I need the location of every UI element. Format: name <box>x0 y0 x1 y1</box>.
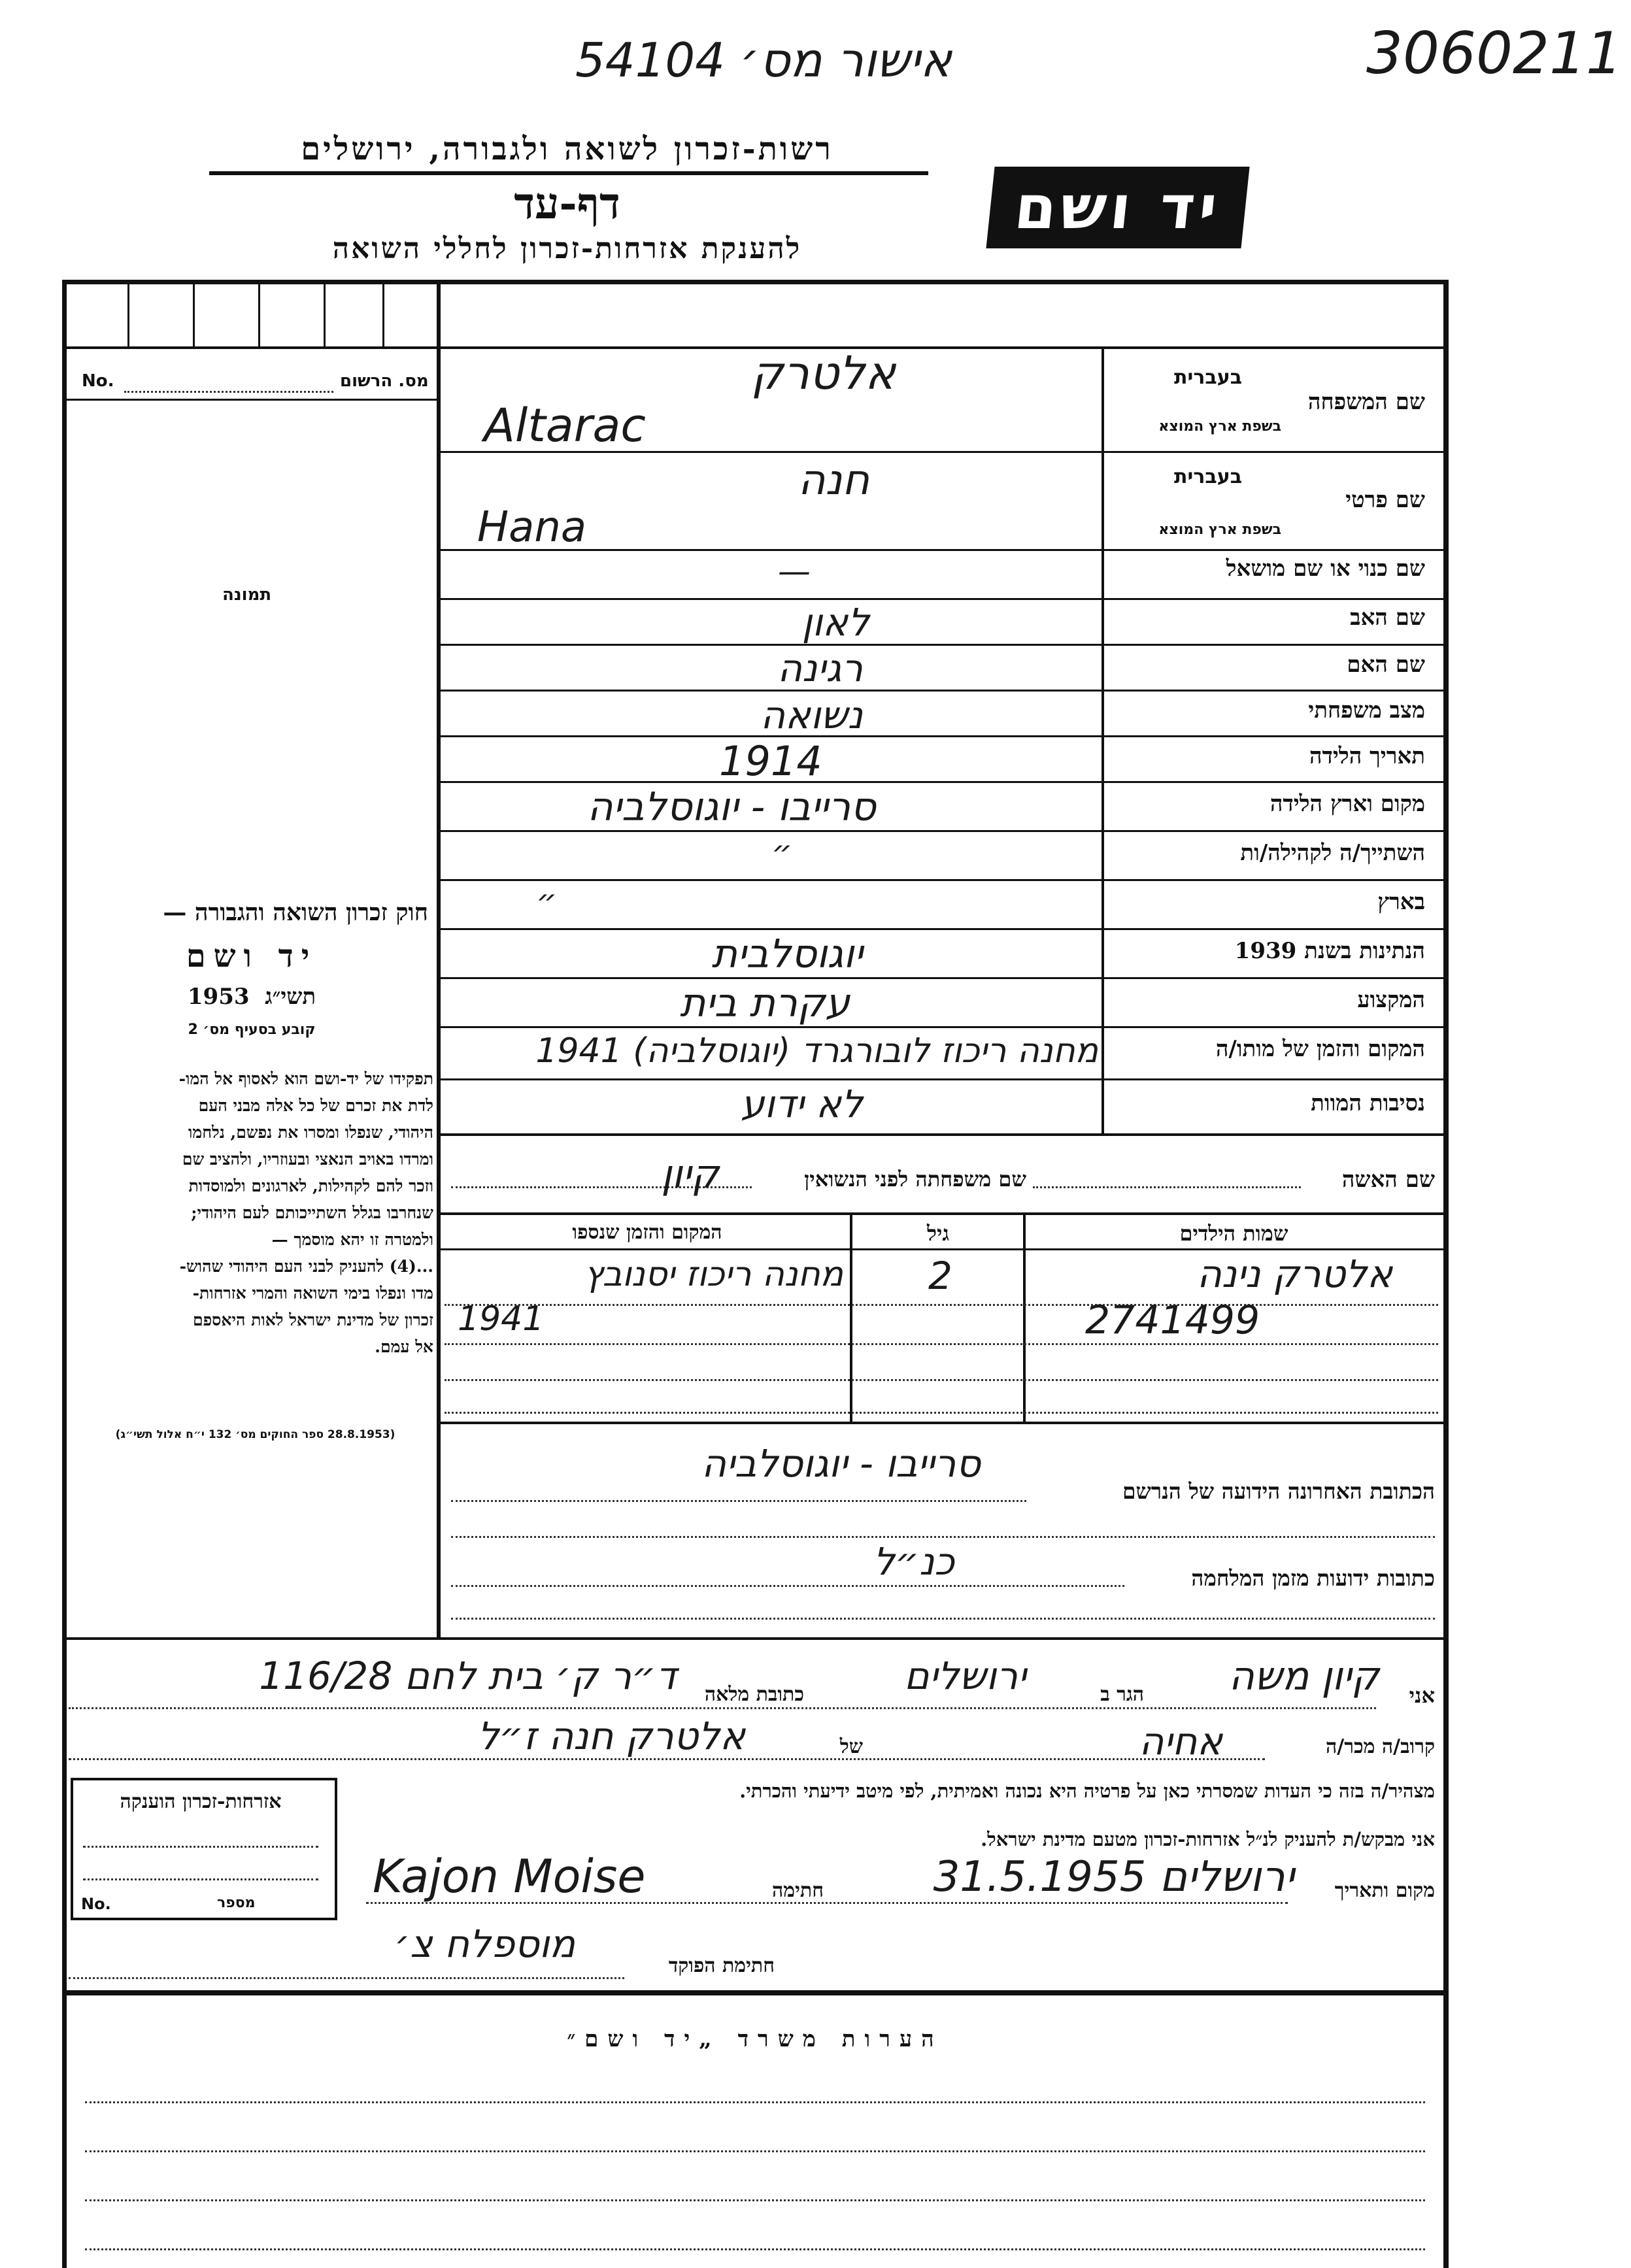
wife-label: שם האשה <box>1341 1167 1435 1193</box>
signature-label: חתימה <box>772 1879 824 1902</box>
profession-label: המקצוע <box>1357 987 1425 1013</box>
birth-place-label: מקום וארץ הלידה <box>1269 791 1425 817</box>
law-text-line: ...(4) להעניק לבני העם היהודי שהוש- <box>179 1257 433 1276</box>
form-title: דף-עד <box>514 178 620 229</box>
declarant-ani-label: אני <box>1409 1683 1435 1708</box>
children-names-header: שמות הילדים <box>1179 1221 1288 1246</box>
family-name-label: שם המשפחה <box>1307 389 1425 415</box>
father-name-value: לאון <box>801 600 869 644</box>
declarant-line-dots <box>69 1707 1376 1709</box>
country-value: ״ <box>536 882 558 920</box>
children-col-divider-1 <box>1023 1212 1026 1422</box>
children-header-line <box>441 1248 1443 1250</box>
children-place-header: המקום והזמן שנספו <box>572 1221 722 1244</box>
children-table-top <box>441 1212 1443 1215</box>
child-id-number: 2741499 <box>1085 1297 1260 1343</box>
frame-right <box>1443 280 1449 1995</box>
approval-number: אישור מס׳ 54104 <box>575 33 952 88</box>
signature-value: Kajon Moise <box>373 1850 646 1903</box>
family-name-hebrew-value: אלטרק <box>750 346 896 400</box>
declaration-text: מצהיר/ה בזה כי העדות שמסרתי כאן על פרטיה היא נכונה ואמיתית, לפי מיטב ידיעתי והכרתי. <box>739 1780 1435 1802</box>
of-name: אלטרק חנה ז״ל <box>477 1714 745 1758</box>
authority-underline <box>209 171 928 175</box>
office-notes-box-right <box>1443 1990 1449 2268</box>
death-circumstances-label: נסיבות המוות <box>1311 1090 1425 1116</box>
nickname-value: — <box>778 552 811 590</box>
children-col-divider-2 <box>850 1212 852 1422</box>
reg-line <box>67 399 437 401</box>
relation-value: אחיה <box>1139 1719 1222 1763</box>
first-name-origin-sub: בשפת ארץ המוצא <box>1158 522 1281 538</box>
authority-name: רשות-זכרון לשואה ולגבורה, ירושלים <box>301 131 833 167</box>
left-column-divider <box>437 284 441 1637</box>
photo-label: תמונה <box>222 585 272 605</box>
officer-signature-label: חתימת הפוקד <box>668 1954 775 1977</box>
last-address-label: הכתובת האחרונה הידועה של הנרשם <box>1122 1478 1435 1504</box>
law-title: חוק זכרון השואה והגבורה — <box>163 899 428 926</box>
law-text-line: שנחרבו בגלל השתייכותם לעם היהודי; <box>191 1203 433 1222</box>
signature-line-dots <box>366 1902 1288 1904</box>
grant-box-no: No. <box>81 1895 111 1913</box>
marital-status-value: נשואה <box>760 693 863 737</box>
of-label: של <box>839 1735 863 1758</box>
father-name-label: שם האב <box>1350 605 1425 631</box>
last-address-value: סרייבו - יוגוסלביה <box>701 1441 981 1486</box>
children-table-bottom <box>441 1422 1443 1424</box>
officer-signature-value: מוספלח צ׳ <box>394 1922 575 1966</box>
law-name: יד ושם <box>186 938 318 975</box>
relation-line-dots <box>69 1758 1265 1760</box>
declaration-top-line <box>67 1637 1443 1640</box>
law-text-line: לדת את זכרם של כל אלה מבני העם <box>198 1096 433 1115</box>
war-addresses-label: כתובות ידועות מזמן המלחמה <box>1191 1565 1435 1591</box>
nickname-label: שם כנוי או שם מושאל <box>1226 556 1425 582</box>
first-name-hebrew-sub: בעברית <box>1174 465 1242 488</box>
law-text-line: ומרדו באויב הנאצי ובעוזריו, ולהציב שם <box>182 1150 433 1169</box>
law-text-line: היהודי, שנפלו ומסרו את נפשם, נלחמו <box>188 1123 433 1142</box>
wife-maiden-value: קיון <box>661 1152 719 1197</box>
law-text-line: וזכר להם לקהילות, לארגונים ולמוסדות <box>188 1176 433 1195</box>
country-label: בארץ <box>1377 889 1425 915</box>
reg-no-prefix: No. <box>82 371 114 391</box>
child-age: 2 <box>928 1254 952 1298</box>
birth-place-value: סרייבו - יוגוסלביה <box>587 784 876 830</box>
children-age-header: גיל <box>927 1221 949 1246</box>
child-death-year: 1941 <box>458 1299 545 1339</box>
mother-name-value: רגינה <box>777 646 863 690</box>
label-column-divider <box>1101 349 1104 1133</box>
first-name-origin-value: Hana <box>477 503 587 552</box>
place-date-label: מקום ותאריך <box>1334 1879 1435 1902</box>
citizenship-label: הנתינות בשנת 1939 <box>1234 938 1425 964</box>
law-section: קובע בסעיף מס׳ 2 <box>188 1022 316 1038</box>
law-reference: (28.8.1953 ספר החוקים מס׳ 132 י״ח אלול תשי״ג) <box>115 1428 395 1441</box>
officer-line-dots <box>69 1977 624 1979</box>
corner-number: 3060211 <box>1366 20 1623 87</box>
family-name-origin-sub: בשפת ארץ המוצא <box>1158 418 1281 435</box>
reg-number-dots <box>124 391 333 393</box>
child-name: אלטרק נינה <box>1197 1252 1392 1296</box>
grant-box-no-hebrew: מספר <box>217 1895 256 1911</box>
grant-box-dots <box>83 1846 318 1848</box>
death-circumstances-value: לא ידוע <box>741 1082 863 1126</box>
grant-box-title: אזרחות-זכרון הוענקה <box>120 1790 282 1813</box>
frame-left <box>62 280 67 1995</box>
death-place-value: מחנה ריכוז לובורגרד (יוגוסלביה) 1941 <box>535 1031 1098 1071</box>
office-notes-title: הערות משרד „יד ושם״ <box>567 2026 943 2052</box>
birth-date-value: 1914 <box>719 737 822 785</box>
law-text-line: ולמטרה זו יהא מוסמך — <box>271 1230 433 1249</box>
wife-maiden-label: שם משפחתה לפני הנשואין <box>804 1167 1026 1192</box>
office-notes-top-line <box>67 1990 1443 1993</box>
law-text-line: תפקידו של יד-ושם הוא לאסוף אל המו- <box>178 1069 433 1088</box>
office-notes-box-left <box>62 1990 67 2268</box>
place-date-value: ירושלים 31.5.1955 <box>933 1853 1294 1901</box>
declarant-name: קיון משה <box>1228 1654 1379 1699</box>
mother-name-label: שם האם <box>1347 652 1425 678</box>
profession-value: עקרת בית <box>679 980 850 1026</box>
declarant-address: ד״ר ק׳ בית לחם 116/28 <box>259 1654 677 1698</box>
law-text-line: מדו ונפלו בימי השואה והמרי אזרחות- <box>192 1284 433 1303</box>
war-addresses-value: כנ״ל <box>873 1539 954 1584</box>
community-value: ״ <box>771 833 793 871</box>
grant-box-dots-2 <box>83 1878 318 1880</box>
law-text <box>77 1065 433 1360</box>
relation-label: קרוב/ה מכר/ה <box>1326 1735 1435 1758</box>
first-name-label: שם פרטי <box>1345 487 1425 513</box>
law-year-hebrew: תשי״ג <box>265 984 316 1010</box>
family-name-origin-value: Altarac <box>484 399 646 452</box>
declarant-city: ירושלים <box>903 1654 1026 1698</box>
death-place-label: המקום והזמן של מותו/ה <box>1215 1036 1425 1062</box>
yad-vashem-logo <box>986 167 1249 248</box>
community-label: השתייך/ה לקהילה/ות <box>1240 840 1425 866</box>
law-text-line: אל עמם. <box>375 1337 433 1356</box>
logo-text: יד ושם <box>1011 173 1224 242</box>
reg-number-label: מס. הרשום <box>340 371 429 391</box>
child-death-place: מחנה ריכוז יסנובץ <box>584 1255 843 1294</box>
wife-dots <box>1033 1186 1301 1188</box>
declarant-resident-label: הגר ב <box>1100 1683 1144 1706</box>
citizenship-value: יוגוסלבית <box>711 931 863 977</box>
declarant-address-label: כתובת מלאה <box>704 1683 804 1706</box>
first-name-hebrew-value: חנה <box>798 456 869 505</box>
birth-date-label: תאריך הלידה <box>1309 743 1425 769</box>
form-subtitle: להענקת אזרחות-זכרון לחללי השואה <box>332 232 802 265</box>
law-text-line: זכרון של מדינת ישראל לאות היאספם <box>192 1310 433 1329</box>
law-year <box>75 984 428 1010</box>
law-year-number: 1953 <box>187 984 250 1010</box>
request-text: אני מבקש/ת להעניק לנ״ל אזרחות-זכרון מטעם מדינת ישראל. <box>981 1828 1435 1850</box>
grant-box <box>71 1778 337 1920</box>
family-name-hebrew-sub: בעברית <box>1174 366 1242 389</box>
marital-status-label: מצב משפחתי <box>1308 697 1425 724</box>
frame-top <box>62 280 1448 284</box>
